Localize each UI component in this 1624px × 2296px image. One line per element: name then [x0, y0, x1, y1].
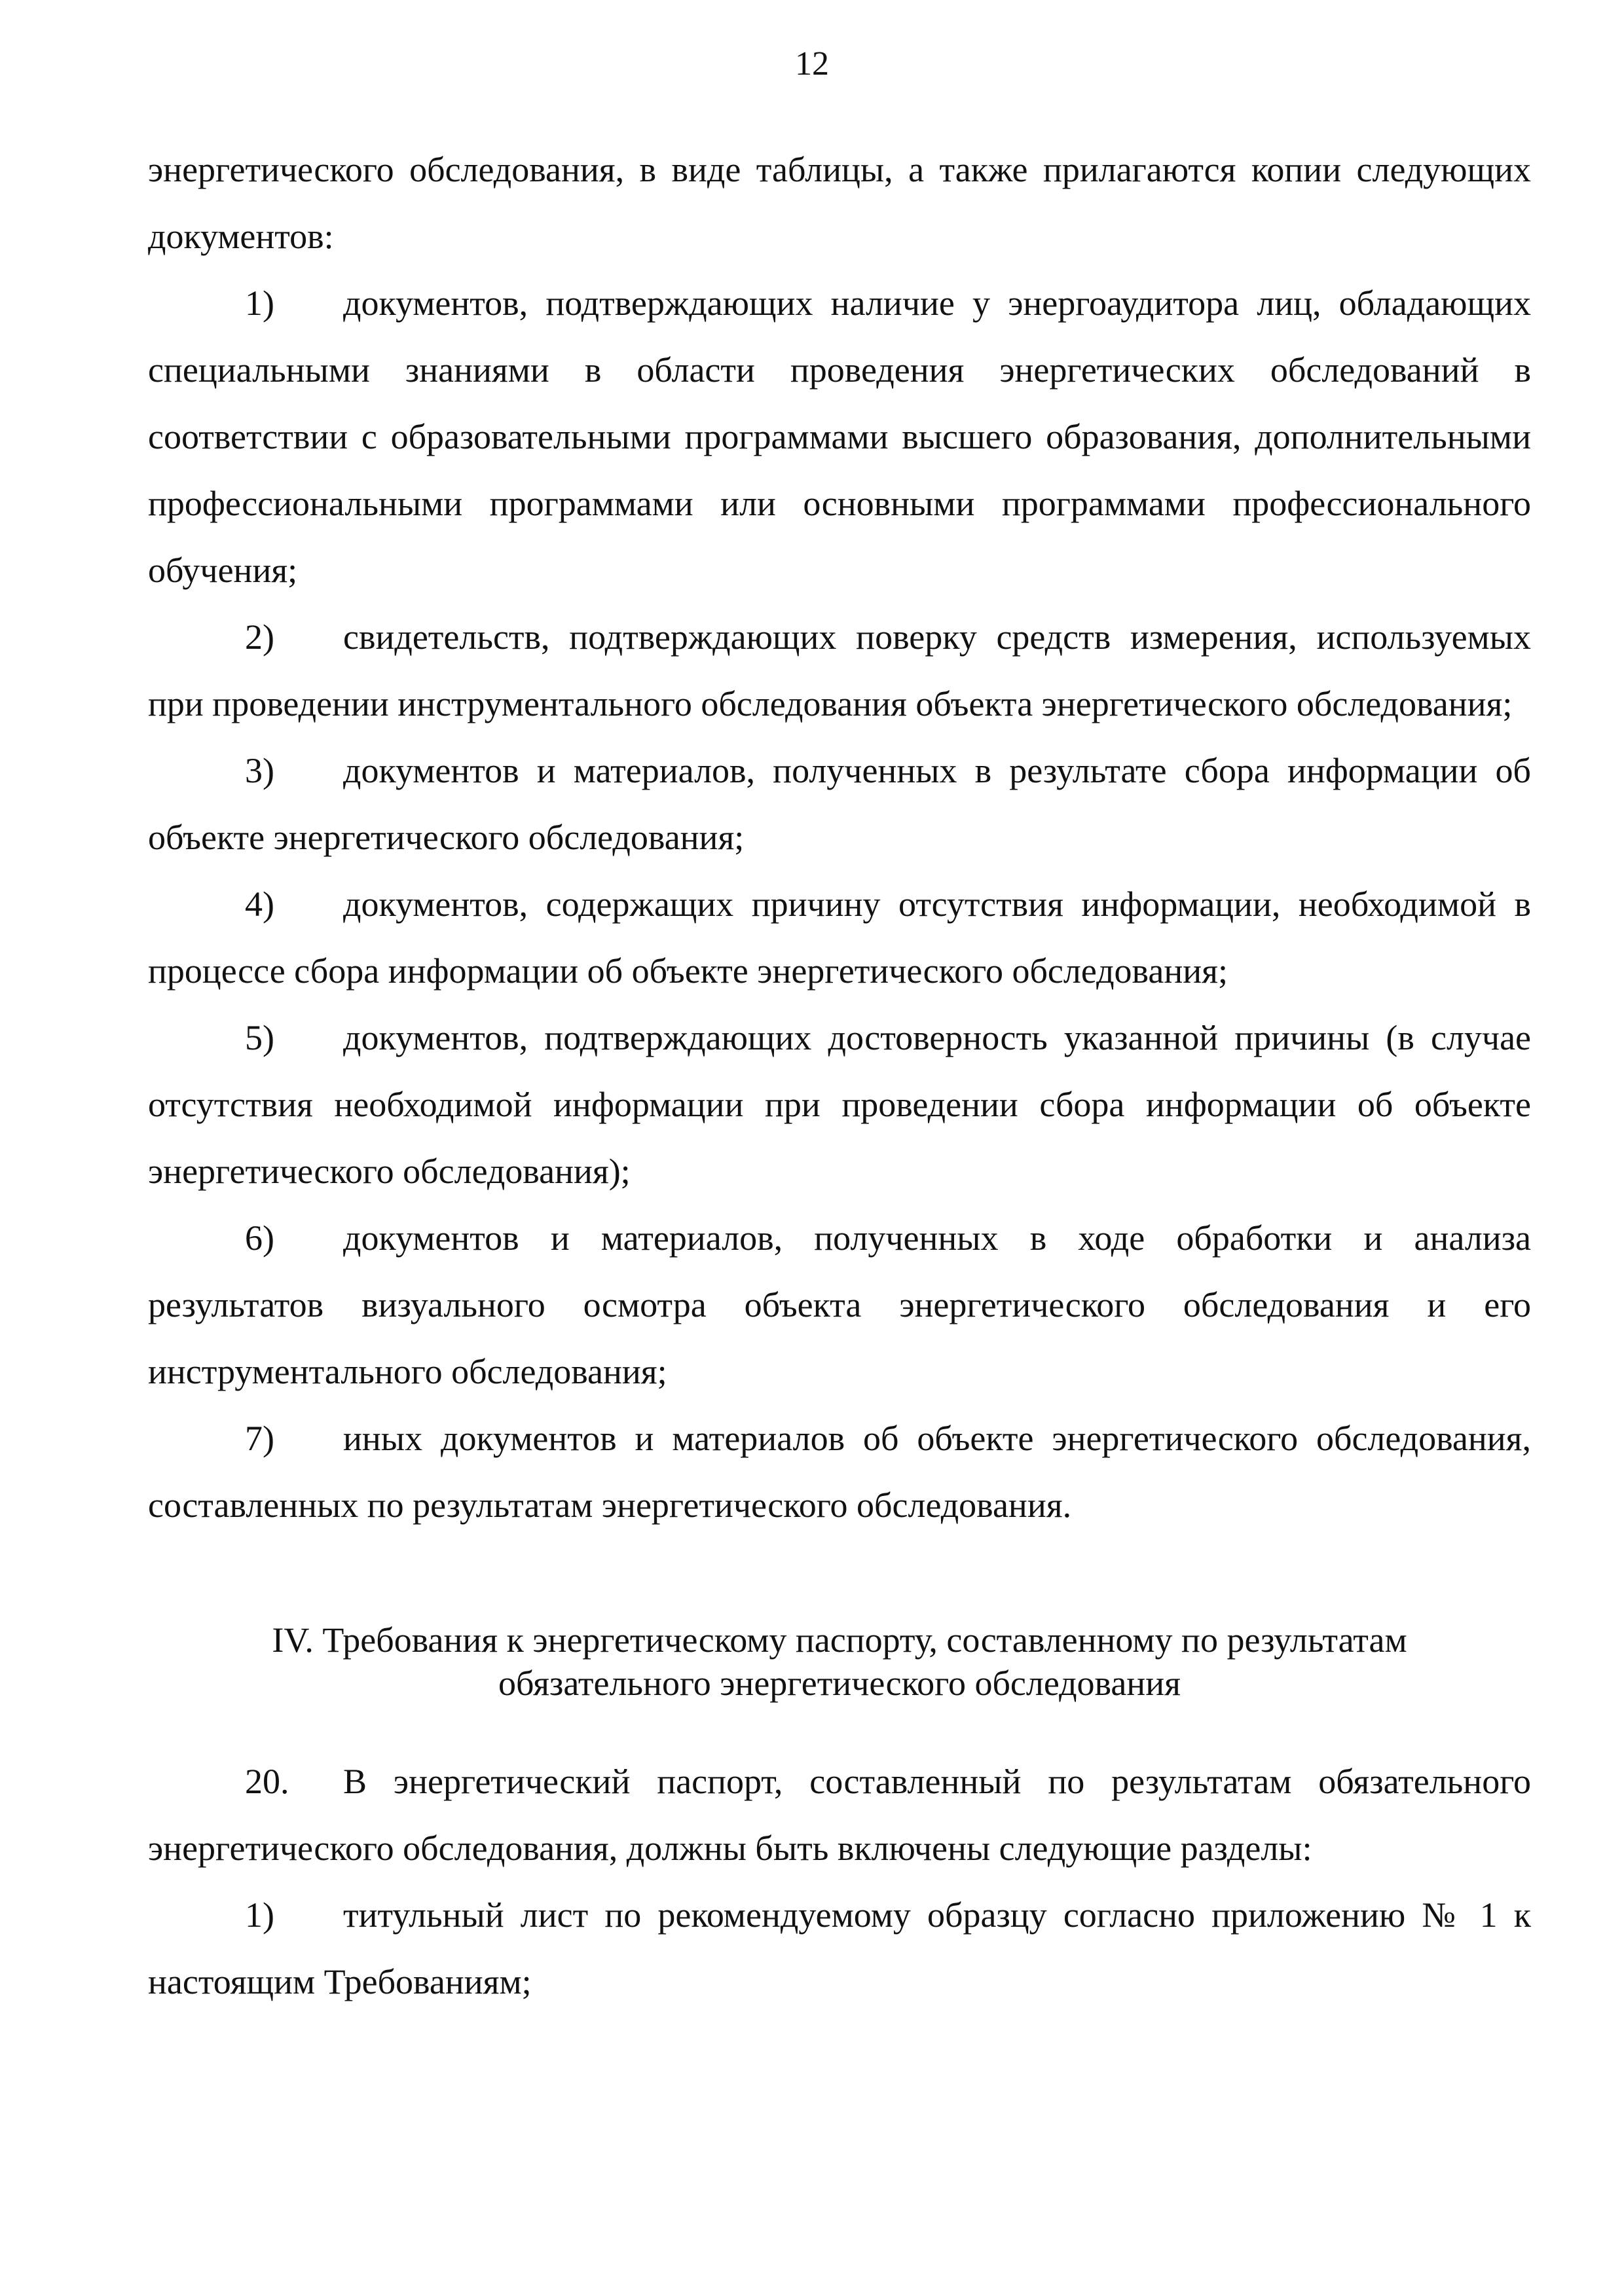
list-item-docs-3 — [148, 737, 1531, 871]
list-item-number: 4) — [245, 884, 274, 924]
list-item-number: 6) — [245, 1218, 274, 1258]
list-item-text: документов, подтверждающих наличие у энергоаудитора лиц, обладающих специальными знаниями в области проведения энергетических обследований в соответствии с образовательными программами высшего образования, дополнительными профессиональными программами или основными программами профессионального обучения; — [148, 283, 1531, 590]
list-item-number: 5) — [245, 1018, 274, 1057]
list-item-docs-5 — [148, 1004, 1531, 1205]
list-item-text: свидетельств, подтверждающих поверку средств измерения, используемых при проведении инструментального обследования объекта энергетического обследования; — [148, 617, 1531, 723]
clause-20 — [148, 1748, 1531, 1882]
list-item-text: документов и материалов, полученных в результате сбора информации об объекте энергетического обследования; — [148, 751, 1531, 857]
list-item-docs-1 — [148, 270, 1531, 604]
list-item-number: 1) — [245, 283, 274, 323]
section-heading: IV. Требования к энергетическому паспорту, составленному по результатам обязательного энергетического обследования — [272, 1620, 1407, 1703]
list-item-text: документов, содержащих причину отсутствия информации, необходимой в процессе сбора информации об объекте энергетического обследования; — [148, 884, 1531, 991]
clause-number: 20. — [245, 1762, 289, 1801]
list-item-docs-7 — [148, 1405, 1531, 1539]
page-number: 12 — [795, 45, 829, 82]
list-item-text: иных документов и материалов об объекте энергетического обследования, составленных по результатам энергетического обследования. — [148, 1419, 1531, 1525]
list-item-text: документов и материалов, полученных в ходе обработки и анализа результатов визуального осмотра объекта энергетического обследования и его инструментального обследования; — [148, 1218, 1531, 1391]
list-item-docs-6 — [148, 1205, 1531, 1405]
list-item-text: документов, подтверждающих достоверность указанной причины (в случае отсутствия необходимой информации при проведении сбора информации об объекте энергетического обследования); — [148, 1018, 1531, 1191]
list-item-number: 2) — [245, 617, 274, 657]
list-item-docs-2 — [148, 604, 1531, 737]
intro-paragraph: энергетического обследования, в виде таблицы, а также прилагаются копии следующих документов: — [148, 150, 1531, 256]
list-item-number: 1) — [245, 1895, 274, 1935]
list-item-sections-1 — [148, 1882, 1531, 2015]
list-item-docs-4 — [148, 871, 1531, 1004]
list-item-text: титульный лист по рекомендуемому образцу согласно приложению № 1 к настоящим Требованиям; — [148, 1895, 1531, 2001]
list-item-number: 3) — [245, 751, 274, 790]
list-item-number: 7) — [245, 1419, 274, 1458]
document-body — [148, 136, 1531, 2015]
clause-text: В энергетический паспорт, составленный по результатам обязательного энергетического обследования, должны быть включены следующие разделы: — [148, 1762, 1531, 1868]
